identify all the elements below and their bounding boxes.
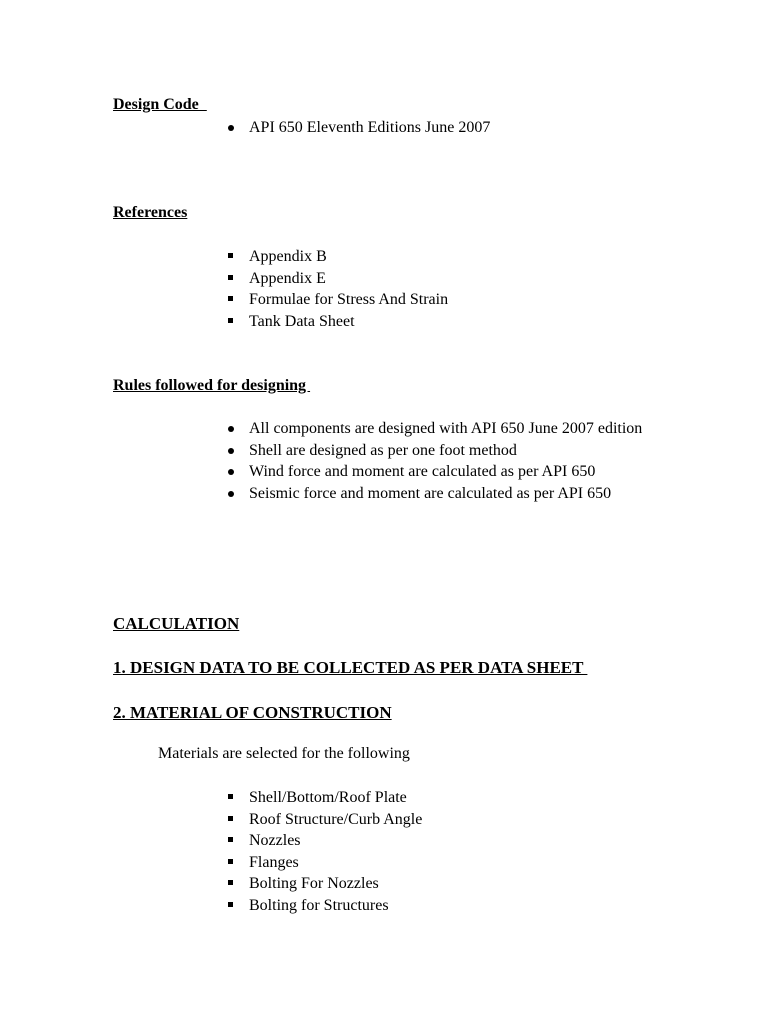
list-item	[0, 809, 669, 831]
rules-heading: Rules followed for designing	[113, 377, 311, 394]
list-item	[0, 873, 669, 895]
references-heading: References	[113, 204, 188, 221]
material-item: Nozzles	[249, 832, 301, 849]
design-code-item: API 650 Eleventh Editions June 2007	[249, 119, 491, 136]
list-item	[0, 895, 669, 917]
material-item: Bolting For Nozzles	[249, 875, 379, 892]
reference-item: Appendix B	[249, 248, 327, 265]
list-item	[0, 852, 669, 874]
list-item	[0, 246, 669, 268]
section-1-heading: 1. DESIGN DATA TO BE COLLECTED AS PER DATA SHEET	[113, 658, 588, 677]
reference-item: Appendix E	[249, 269, 326, 287]
design-code-heading: Design Code	[113, 96, 207, 113]
list-item	[0, 418, 669, 440]
rules-list	[0, 418, 768, 504]
material-item: Shell/Bottom/Roof Plate	[249, 789, 407, 806]
design-code-list	[0, 117, 768, 139]
materials-intro: Materials are selected for the following	[158, 745, 410, 762]
list-item	[0, 787, 669, 809]
reference-item: Formulae for Stress And Strain	[249, 291, 449, 308]
material-item: Roof Structure/Curb Angle	[249, 810, 423, 828]
list-item	[0, 268, 669, 290]
rule-item: Wind force and moment are calculated as per API 650	[249, 463, 596, 480]
rule-item: Shell are designed as per one foot method	[249, 441, 517, 459]
rule-item: All components are designed with API 650 June 2007 edition	[249, 420, 643, 437]
list-item	[0, 461, 669, 483]
list-item	[0, 830, 669, 852]
list-item	[0, 311, 669, 333]
list-item	[0, 289, 669, 311]
material-item: Bolting for Structures	[249, 896, 389, 914]
materials-list	[0, 787, 768, 916]
rule-item: Seismic force and moment are calculated as per API 650	[249, 484, 612, 502]
reference-item: Tank Data Sheet	[249, 312, 355, 330]
section-2-heading: 2. MATERIAL OF CONSTRUCTION	[113, 703, 392, 722]
list-item	[0, 117, 669, 139]
references-list	[0, 246, 768, 332]
list-item	[0, 440, 669, 462]
material-item: Flanges	[249, 853, 299, 871]
list-item	[0, 483, 669, 505]
calculation-heading: CALCULATION	[113, 614, 240, 633]
